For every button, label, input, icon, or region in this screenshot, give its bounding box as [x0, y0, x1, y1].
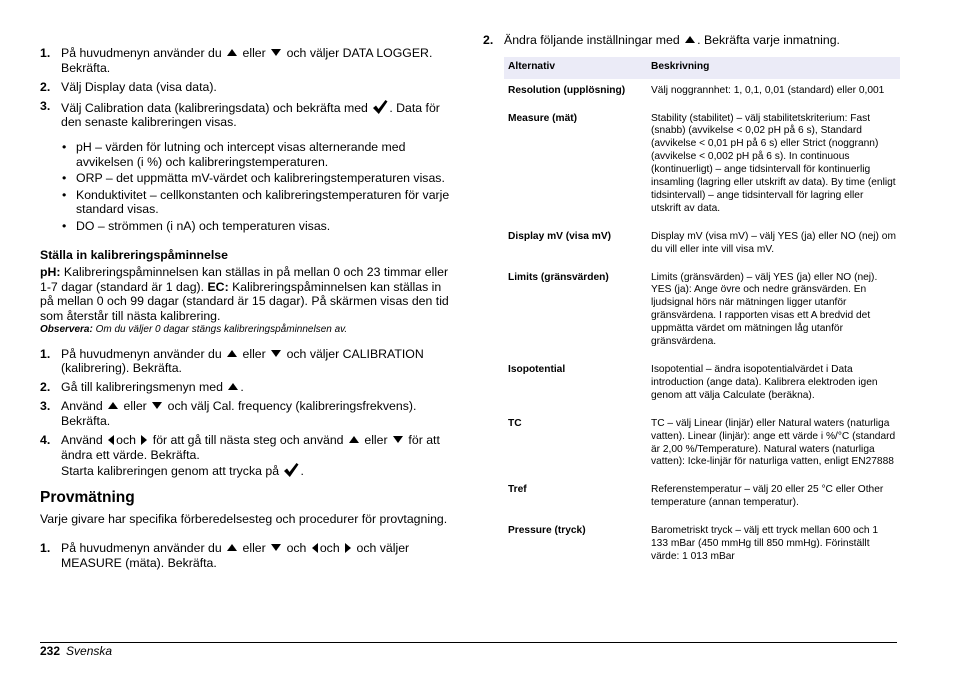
- option-description: Referenstemperatur – välj 20 eller 25 °C eller Other temperature (annan temperatur).: [651, 484, 884, 509]
- ph-text: Kalibreringspåminnelsen kan ställas in på mellan 0 och 23 timmar eller 1-7 dagar (standard är 1 dag).: [40, 265, 449, 294]
- footer-rule: [40, 642, 897, 643]
- step-text: Gå till kalibreringsmenyn med: [61, 380, 227, 395]
- step-text: På huvudmenyn använder du: [61, 346, 226, 361]
- step-item: [40, 380, 452, 395]
- page-footer: [40, 644, 112, 658]
- reminder-note: [40, 324, 452, 336]
- check-icon: [372, 99, 388, 115]
- step-list-measure: [40, 541, 452, 570]
- note-text: Om du väljer 0 dagar stängs kalibreringspåminnelsen av.: [92, 323, 348, 335]
- arrow-down-icon: [271, 49, 281, 56]
- calibration-data-bullets: [40, 140, 452, 234]
- option-name: Resolution (upplösning): [508, 84, 626, 96]
- step-text: Använd: [61, 432, 107, 447]
- arrow-up-icon: [685, 36, 695, 43]
- step-text: och väljer MEASURE (mäta). Bekräfta.: [61, 540, 410, 570]
- step-body: [61, 433, 452, 479]
- step-text: . Data för den senaste kalibreringen visas.: [61, 100, 440, 130]
- step-text: och: [116, 432, 140, 447]
- arrow-up-icon: [228, 383, 238, 390]
- table-header-row: [504, 57, 900, 79]
- settings-table: [504, 57, 900, 573]
- step-list-calibration: [40, 347, 452, 479]
- step-text: och väljer DATA LOGGER. Bekräfta.: [61, 46, 433, 75]
- table-header-option: Alternativ: [504, 57, 647, 79]
- step-text: .: [300, 464, 304, 479]
- step-item: [40, 541, 452, 570]
- option-name: Measure (mät): [508, 112, 578, 124]
- table-row: [504, 358, 900, 412]
- arrow-right-icon: [141, 435, 147, 445]
- step-text: eller: [360, 432, 392, 447]
- step-text: .: [240, 380, 244, 395]
- arrow-down-icon: [271, 350, 281, 357]
- table-row: [504, 519, 900, 573]
- step-text: Starta kalibreringen genom att trycka på: [61, 464, 283, 479]
- step-body: [504, 33, 897, 48]
- bullet-text: ORP – det uppmätta mV-värdet och kalibreringstemperaturen visas.: [76, 171, 445, 186]
- step-text: Använd: [61, 399, 107, 414]
- step-text: På huvudmenyn använder du: [61, 46, 226, 60]
- option-description: Display mV (visa mV) – välj YES (ja) eller NO (nej) om du vill eller inte vill visa mV.: [651, 230, 896, 255]
- step-number: 2.: [40, 380, 51, 395]
- arrow-up-icon: [227, 544, 237, 551]
- bullet-icon: •: [62, 218, 67, 233]
- step-item: [483, 33, 897, 48]
- arrow-down-icon: [393, 436, 403, 443]
- ec-text: Kalibreringspåminnelsen kan ställas in på mellan 0 och 99 dagar (standard är 15 dagar). På skärmen visas den tid som återstår till nästa kalibrering.: [40, 279, 449, 323]
- step-number: 1.: [40, 46, 51, 60]
- bullet-icon: •: [62, 171, 67, 186]
- page-number: 232: [40, 644, 61, 658]
- step-change-settings: [483, 33, 897, 48]
- arrow-down-icon: [271, 544, 281, 551]
- arrow-up-icon: [227, 49, 237, 56]
- ph-label: pH:: [40, 265, 61, 280]
- option-description: Limits (gränsvärden) – välj YES (ja) eller NO (nej). YES (ja): Ange övre och nedre gränsvärden. En ljudsignal hörs när mätningen ligger utanför gränsvärdena. I rapporten visas ett A bredvid det uppmätta värdet om mätningen låg utanför gränsvärdena.: [651, 271, 878, 348]
- list-item: [62, 171, 452, 186]
- step-body: [61, 99, 452, 130]
- right-column: [483, 33, 897, 573]
- step-body: [61, 380, 452, 395]
- step-text: eller: [120, 399, 151, 414]
- bullet-icon: •: [62, 139, 67, 154]
- step-body: [61, 399, 452, 428]
- step-text: och välj Cal. frequency (kalibreringsfrekvens). Bekräfta.: [61, 399, 417, 428]
- option-name: Isopotential: [508, 364, 566, 375]
- option-description: Stability (stabilitet) – välj stabilitetskriterium: Fast (snabb) (avvikelse < 0,02 pH på 6 s), Standard (avvikelse < 0,01 pH på 6 s) eller Strict (noggrann) (avvikelse < 0,002 pH på 6 s). In continuous (kontinuerligt) – ange tidsintervall för kontinuerlig insamling (lagring eller utskrift av data). By time (enligt tidsintervall) – ange tidsintervall för lagring eller utskrift av data.: [651, 112, 896, 214]
- step-text: eller: [239, 46, 270, 60]
- step-item: [40, 99, 452, 130]
- arrow-up-icon: [227, 350, 237, 357]
- step-text: eller: [239, 346, 270, 361]
- step-item: [40, 80, 452, 95]
- ec-label: EC:: [207, 279, 229, 294]
- list-item: [62, 188, 452, 217]
- table-row: [504, 79, 900, 107]
- table-row: [504, 225, 900, 266]
- arrow-down-icon: [152, 402, 162, 409]
- table-row: [504, 107, 900, 225]
- arrow-up-icon: [108, 402, 118, 409]
- step-body: [61, 347, 452, 376]
- step-number: 1.: [40, 540, 51, 555]
- note-label: Observera:: [40, 323, 93, 335]
- table-row: [504, 266, 900, 358]
- arrow-up-icon: [349, 436, 359, 443]
- step-body: [61, 541, 452, 570]
- step-text: . Bekräfta varje inmatning.: [697, 33, 840, 47]
- option-description: Välj noggrannhet: 1, 0,1, 0,01 (standard) eller 0,001: [651, 84, 885, 96]
- step-text: Ändra följande inställningar med: [504, 33, 684, 47]
- step-item: [40, 399, 452, 428]
- check-icon: [283, 462, 299, 478]
- table-header-description: Beskrivning: [647, 57, 900, 79]
- option-name: Pressure (tryck): [508, 525, 586, 537]
- bullet-text: Konduktivitet – cellkonstanten och kalibreringstemperaturen för varje standard visas.: [76, 187, 450, 217]
- step-text: för att ändra ett värde. Bekräfta.: [61, 432, 440, 462]
- step-item: [40, 433, 452, 479]
- list-item: [62, 140, 452, 169]
- reminder-heading: Ställa in kalibreringspåminnelse: [40, 247, 228, 262]
- option-description: TC – välj Linear (linjär) eller Natural waters (naturliga vatten). Linear (linjär): ange ett värde i %/°C (standard är 2,00 %/Temperature). Natural waters (naturliga vatten): Icke-linjär för naturliga vatten, enligt EN27888: [651, 417, 896, 468]
- step-text: eller: [239, 540, 270, 555]
- option-description: Barometriskt tryck – välj ett tryck mellan 600 och 1 133 mBar (450 mmHg till 850 mmHg). Förinställt värde: 1 013 mBar: [651, 525, 879, 562]
- option-name: TC: [508, 417, 522, 429]
- step-number: 3.: [40, 399, 51, 414]
- bullet-icon: •: [62, 187, 67, 202]
- step-number: 1.: [40, 346, 51, 361]
- step-number: 3.: [40, 98, 51, 113]
- list-item: [62, 219, 452, 234]
- reminder-paragraph: [40, 265, 452, 323]
- step-item: [40, 347, 452, 376]
- step-text: och väljer CALIBRATION (kalibrering). Bekräfta.: [61, 346, 424, 376]
- step-body: [61, 80, 452, 95]
- left-column: [40, 46, 452, 575]
- step-number: 2.: [483, 33, 494, 47]
- step-item: [40, 46, 452, 75]
- option-name: Display mV (visa mV): [508, 230, 612, 242]
- step-body: [61, 46, 452, 75]
- measure-heading: Provmätning: [40, 488, 135, 506]
- measure-intro: Varje givare har specifika förberedelsesteg och procedurer för provtagning.: [40, 512, 448, 527]
- step-number: 4.: [40, 432, 51, 447]
- step-text: och: [319, 540, 344, 555]
- step-list-data-logger: [40, 46, 452, 130]
- arrow-right-icon: [345, 543, 351, 553]
- step-text: Välj Calibration data (kalibreringsdata) och bekräfta med: [61, 100, 372, 115]
- footer-language: Svenska: [66, 644, 113, 658]
- arrow-left-icon: [108, 435, 114, 445]
- step-text: Välj Display data (visa data).: [61, 79, 217, 94]
- option-description: Isopotential – ändra isopotentialvärdet i Data introduction (ange data). Kalibrera elektroden igen genom att välja Calculate (beräkna).: [651, 364, 878, 401]
- step-number: 2.: [40, 79, 51, 94]
- step-text: och: [283, 540, 310, 555]
- table-row: [504, 412, 900, 479]
- arrow-left-icon: [312, 543, 318, 553]
- option-name: Tref: [508, 484, 527, 496]
- step-text: På huvudmenyn använder du: [61, 540, 226, 555]
- table-row: [504, 478, 900, 519]
- bullet-text: DO – strömmen (i nA) och temperaturen visas.: [76, 218, 331, 233]
- option-name: Limits (gränsvärden): [508, 271, 609, 283]
- bullet-text: pH – värden för lutning och intercept visas alternerande med avvikelsen (i %) och kalibreringstemperaturen.: [76, 139, 406, 169]
- step-text: för att gå till nästa steg och använd: [149, 432, 347, 447]
